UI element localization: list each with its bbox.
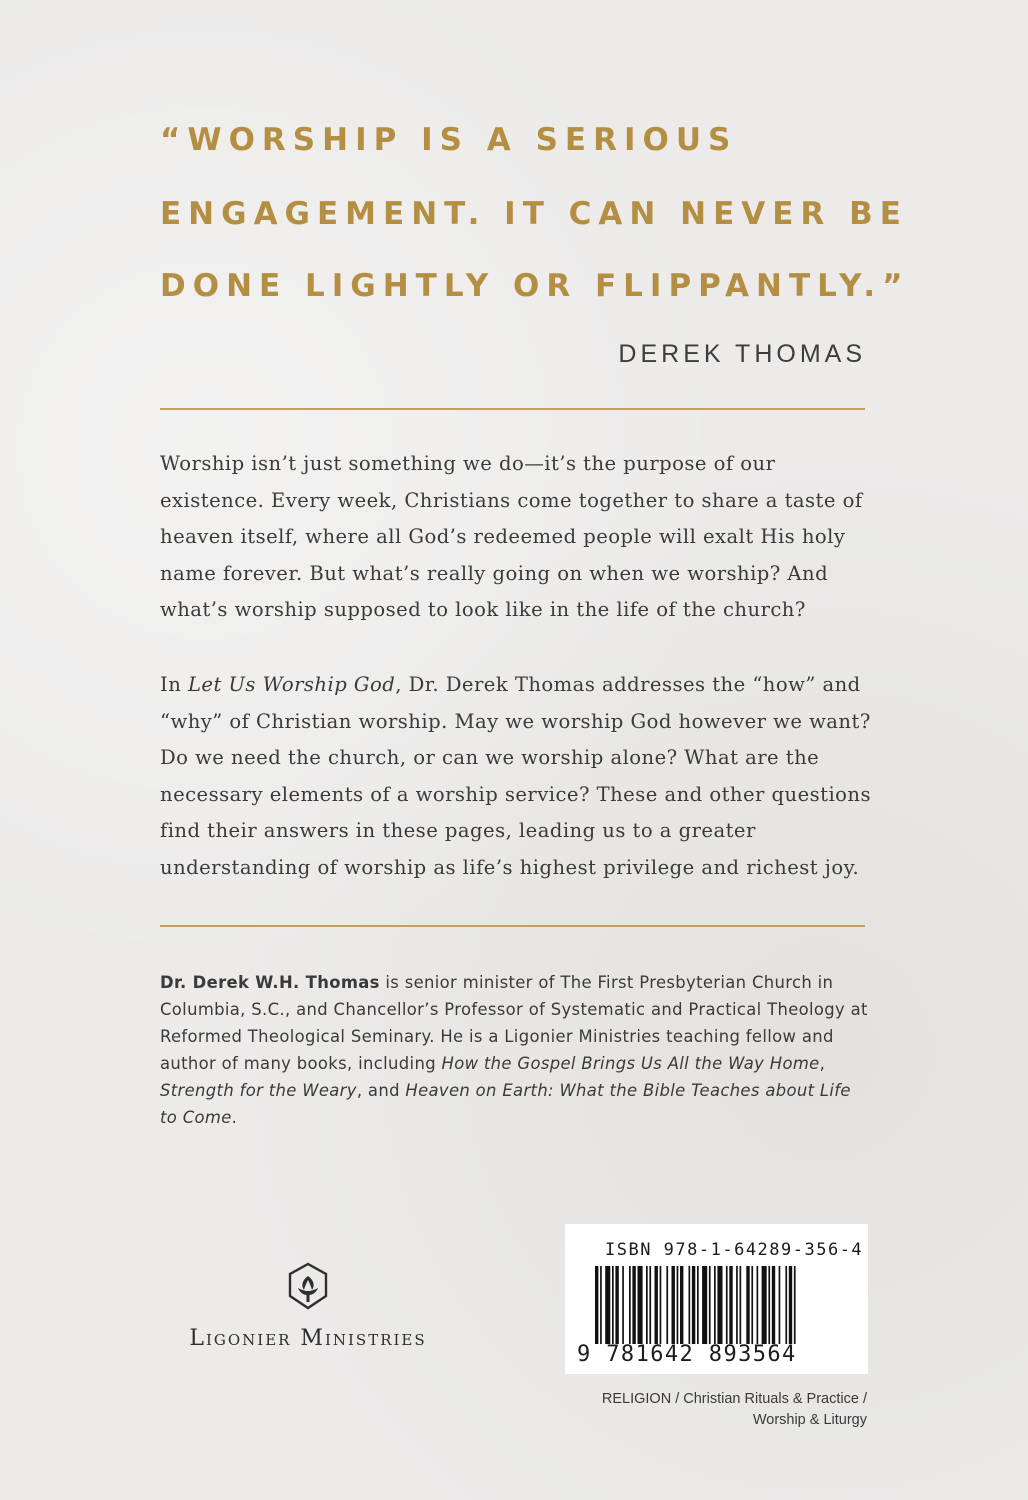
quote-attribution: DEREK THOMAS (618, 340, 866, 368)
barcode-bar (740, 1266, 742, 1344)
barcode-bar (629, 1266, 631, 1344)
description-paragraph-1: Worship isn’t just something we do—it’s the purpose of our existence. Every week, Christians come together to share a taste of heaven itself, where all God’s redeemed people will exalt His holy name forever. But what’s really going on when we worship? And what’s worship supposed to look like in the life of the church? (160, 452, 863, 621)
publisher-logo (160, 1262, 456, 1351)
barcode-bar (605, 1266, 610, 1344)
barcode-bar (666, 1266, 668, 1344)
quote-line-3 (160, 268, 910, 304)
quote-word: “WORSHIP (160, 122, 404, 158)
barcode-bar (746, 1266, 749, 1344)
barcode-bar (680, 1266, 683, 1344)
publisher-name: Ligonier Ministries (189, 1326, 427, 1351)
quote-word: IT (504, 196, 551, 232)
paragraph-rest: , Dr. Derek Thomas addresses the “how” and “why” of Christian worship. May we worship God however we want? Do we need the church, or can we worship alone? What are the necessary elements of a worship service? These and other questions find their answers in these pages, leading us to a greater understanding of worship as life’s highest privilege and richest joy. (160, 673, 871, 879)
barcode-bar (646, 1266, 648, 1344)
barcode-bars (595, 1266, 847, 1344)
barcode-bar (729, 1266, 732, 1344)
isbn-digits: 9 781642 893564 (577, 1342, 797, 1367)
barcode-bar (794, 1266, 796, 1344)
barcode-bar (714, 1266, 716, 1344)
author-name: Dr. Derek W.H. Thomas (160, 973, 380, 992)
divider-rule (160, 408, 865, 410)
barcode-bar (762, 1266, 767, 1344)
quote-line-1 (160, 122, 870, 158)
description-paragraph-2 (160, 667, 872, 886)
divider-rule (160, 925, 865, 927)
barcode-bar (757, 1266, 759, 1344)
barcode-bar (768, 1266, 770, 1344)
barcode-bar (600, 1266, 602, 1344)
category-line-2: Worship & Liturgy (752, 1412, 867, 1428)
barcode-bar (702, 1266, 707, 1344)
barcode-bar (612, 1266, 614, 1344)
ligonier-tree-icon (286, 1262, 330, 1310)
book-title: Let Us Worship God (187, 673, 396, 696)
quote-word: IS (421, 122, 469, 158)
barcode-bar (709, 1266, 711, 1344)
isbn-label: ISBN 978-1-64289-356-4 (605, 1240, 864, 1260)
barcode-bar (622, 1266, 624, 1344)
bio-book-1: How the Gospel Brings Us All the Way Home (441, 1054, 820, 1073)
quote-line-3-text: DONE LIGHTLY OR FLIPPANTLY.” (160, 268, 910, 304)
paragraph-prefix: In (160, 673, 188, 696)
bio-end: . (231, 1108, 238, 1127)
barcode-bar (677, 1266, 679, 1344)
barcode-bar (736, 1266, 738, 1344)
barcode-bar (595, 1266, 598, 1344)
bio-book-3: Heaven on Earth: What the Bible Teaches about Life to Come (160, 1081, 851, 1127)
barcode-bar (655, 1266, 658, 1344)
quote-word: CAN (568, 196, 663, 232)
quote-word: A (486, 122, 518, 158)
bisac-category (602, 1389, 867, 1431)
isbn-barcode (565, 1224, 868, 1374)
quote-line-2 (160, 196, 908, 232)
quote-word: BE (849, 196, 908, 232)
barcode-bar (689, 1266, 691, 1344)
barcode-bar (632, 1266, 635, 1344)
barcode-bar (615, 1266, 618, 1344)
barcode-bar (789, 1266, 792, 1344)
category-line-1: RELIGION / Christian Rituals & Practice / (601, 1391, 867, 1407)
barcode-bar (638, 1266, 643, 1344)
barcode-bar (697, 1266, 699, 1344)
barcode-bar (717, 1266, 722, 1344)
barcode-bar (672, 1266, 675, 1344)
bio-separator: , and (356, 1081, 406, 1100)
barcode-bar (785, 1266, 787, 1344)
barcode-bar (779, 1266, 781, 1344)
quote-word: NEVER (680, 196, 832, 232)
barcode-bar (692, 1266, 695, 1344)
barcode-bar (726, 1266, 728, 1344)
bio-text: is senior minister of The First Presbyterian Church in Columbia, S.C., and Chancellor’s Professor of Systematic and Practical Theology at Reformed Theological Seminary. He is a Ligonier Ministries teaching fellow and author of many books, including (160, 973, 868, 1073)
barcode-bar (772, 1266, 775, 1344)
barcode-bar (660, 1266, 662, 1344)
barcode-bar (751, 1266, 753, 1344)
quote-word: ENGAGEMENT. (160, 196, 487, 232)
bio-separator: , (819, 1054, 826, 1073)
quote-word: SERIOUS (535, 122, 738, 158)
barcode-bar (649, 1266, 651, 1344)
bio-book-2: Strength for the Weary (160, 1081, 357, 1100)
author-bio (160, 969, 870, 1131)
